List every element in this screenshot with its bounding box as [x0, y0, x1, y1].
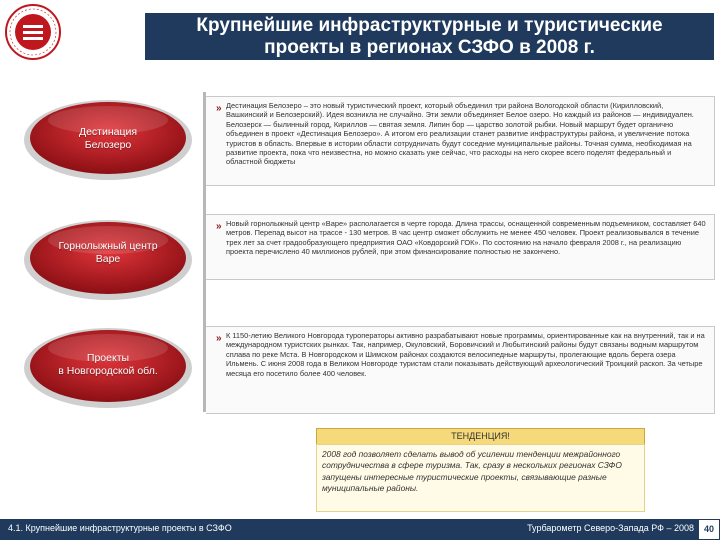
- trend-heading: ТЕНДЕНЦИЯ!: [316, 428, 645, 445]
- footer-section-title: 4.1. Крупнейшие инфраструктурные проекты в СЗФО: [8, 523, 232, 533]
- footer-bar: [0, 519, 720, 540]
- bullet-icon: »: [216, 103, 222, 114]
- page-title: Крупнейшие инфраструктурные и туристические проекты в регионах СЗФО в 2008 г.: [196, 14, 663, 58]
- bullet-icon: »: [216, 221, 222, 232]
- title-bar: [145, 13, 714, 60]
- project-text-belozero: Дестинация Белозеро – это новый туристический проект, который объединил три района Вологодской области (Кирилловский, Вашкинский и Белозерский). Идея возникла не случайно. Эти земли объединяет Белое озеро. Но каждый из районов — индивидуален. Белозерск — былинный город, Кириллов — святая земля. Липин бор — царство золотой рыбки. Новый маршрут будет органично объединен в проект «Дестинация Белозеро». А итогом его реализации станет развитие инфраструктуры района, и увеличение потока туристов в область. Впервые в истории области сотрудничать будут соседние муниципальные районы. Точная сумма, необходимая на развитие проекта, пока что неизвестна, но можно сказать уже сейчас, что расходы на него скорее всего поделят федеральный и областной бюджеты: [226, 101, 694, 167]
- footer-publication: Турбарометр Северо-Запада РФ – 2008: [527, 523, 694, 533]
- page-number: 40: [698, 519, 720, 540]
- project-text-vare: Новый горнолыжный центр «Варе» располагается в черте города. Длина трассы, оснащенной современным подъемником, составляет 640 метров. Перепад высот на трассе - 130 метров. В час центр сможет обслужить не менее 450 человек. Проект реализовывался в течение трех лет за счет градообразующего предприятия ОАО «Ковдорский ГОК». По состоянию на начало февраля 2008 г., на реализацию проекта перечислено 40 миллионов рублей, при этом финансирование полностью не закончено.: [226, 219, 706, 257]
- trend-box: [316, 444, 645, 512]
- project-label-belozero: Дестинация Белозеро: [78, 126, 138, 151]
- project-panel-novgorod: [206, 326, 715, 414]
- project-panel-vare: [206, 214, 715, 280]
- company-logo: [4, 3, 62, 61]
- project-panel-belozero: [206, 96, 715, 186]
- project-text-novgorod: К 1150-летию Великого Новгорода туроператоры активно разрабатывают новые программы, ориентированные как на внутренний, так и на международном туристских рынках. Так, например, Окуловский, Боровичский и Любытинский районы будут связаны водным маршрутом сплава по реке Мста. В Новгородском и Шимском районах создаются велосипедные маршруты, пролегающие вдоль берега озера Ильмень. С июня 2008 года в Великом Новгороде туристам стали показывать действующий археологический Троицкий раскоп. За четыре месяца его посетило более 400 человек.: [226, 331, 705, 378]
- trend-text: 2008 год позволяет сделать вывод об усилении тенденции межрайонного сотрудничества в сфере туризма. Так, сразу в нескольких регионах СЗФО запущены интересные туристические проекты, связывающие разные муниципальные районы.: [322, 449, 622, 494]
- bullet-icon: »: [216, 333, 222, 344]
- project-label-novgorod: Проекты в Новгородской обл.: [58, 352, 158, 377]
- project-label-vare: Горнолыжный центр Варе: [58, 240, 158, 265]
